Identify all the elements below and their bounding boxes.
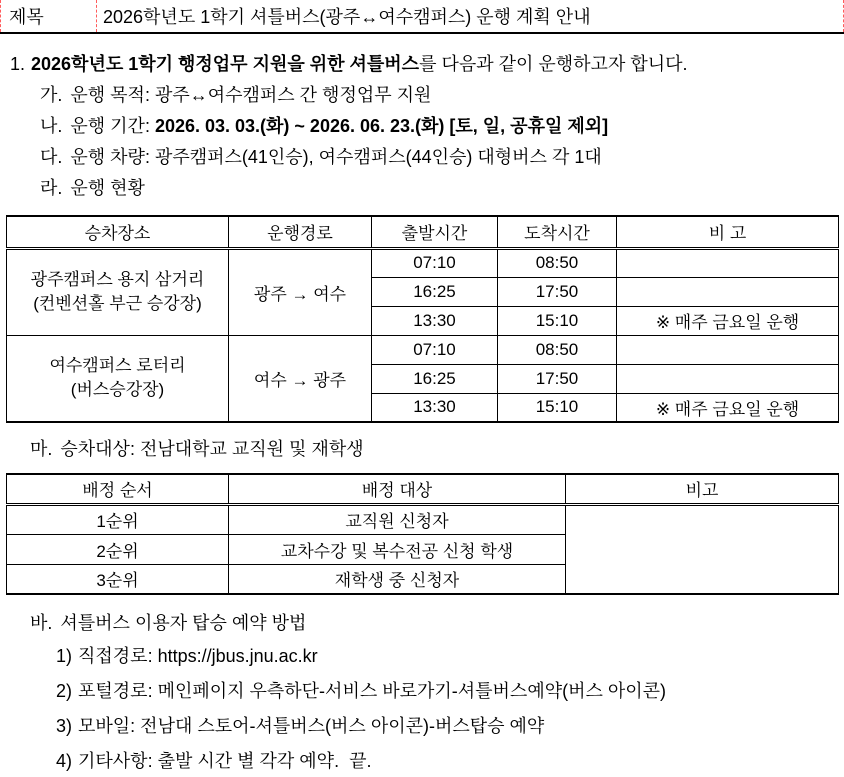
place-line1: 광주캠퍼스 용지 삼거리 [30,270,205,289]
booking-item-direct [0,639,844,674]
item-ma [0,434,844,465]
place-line1: 여수캠퍼스 로터리 [49,356,186,376]
booking-item-text: 직접경로: https://jbus.jnu.ac.kr [78,646,318,666]
place-line2: (버스승강장) [70,380,165,400]
booking-item-etc [0,744,844,777]
depart-time: 07:10 [372,248,498,277]
schedule-header-row [7,216,839,248]
item-na-label: 나. [40,116,63,136]
schedule-header-depart: 출발시간 [372,216,498,248]
booking-item-num: 1) [56,646,73,666]
arrive-time: 08:50 [498,248,617,277]
item-ba-label: 바. [30,613,53,633]
booking-item-text: 모바일: 전남대 스토어-셔틀버스(버스 아이콘)-버스탑승 예약 [78,716,545,736]
route-cell-gwangju-yeosu: 광주 → 여수 [229,248,372,335]
rank-cell: 2순위 [7,534,229,564]
place-cell-yeosu [7,335,229,422]
booking-item-num: 2) [56,681,73,701]
item-na [10,111,844,142]
table-row [7,335,839,364]
intro-rest-text: 를 다음과 같이 운행하고자 합니다. [419,54,688,74]
table-row [7,504,839,534]
priority-note-cell [566,504,839,594]
rank-cell: 1순위 [7,504,229,534]
item-ga-text: 운행 목적: 광주↔여수캠퍼스 간 행정업무 지원 [70,85,432,105]
note-cell [617,335,839,364]
schedule-header-place: 승차장소 [7,216,229,248]
item-ra [10,173,844,204]
item-da [10,142,844,173]
intro-bold-text: 2026학년도 1학기 행정업무 지원을 위한 셔틀버스 [31,54,420,74]
schedule-header-note: 비 고 [617,216,839,248]
schedule-table [6,215,839,423]
item-ba [0,608,844,639]
booking-list [0,639,844,777]
booking-item-portal [0,674,844,709]
depart-time: 13:30 [372,393,498,422]
item-ra-text: 운행 현황 [70,178,145,198]
note-cell: ※ 매주 금요일 운행 [617,306,839,335]
arrive-time: 15:10 [498,393,617,422]
priority-header-rank: 배정 순서 [7,474,229,504]
schedule-header-arrive: 도착시간 [498,216,617,248]
priority-header-row [7,474,839,504]
booking-item-num: 3) [56,716,73,736]
table-row [7,248,839,277]
note-cell [617,364,839,393]
item-ga [10,80,844,111]
arrive-time: 15:10 [498,306,617,335]
item-ra-label: 라. [40,178,63,198]
depart-time: 16:25 [372,277,498,306]
schedule-header-route: 운행경로 [229,216,372,248]
depart-time: 16:25 [372,364,498,393]
intro-number: 1. [10,54,26,74]
priority-header-note: 비고 [566,474,839,504]
item-na-bold-period: 2026. 03. 03.(화) ~ 2026. 06. 23.(화) [토, 일, 공휴일 제외] [154,116,609,136]
title-label: 제목 [0,0,97,32]
route-cell-yeosu-gwangju: 여수 → 광주 [229,335,372,422]
target-cell: 교차수강 및 복수전공 신청 학생 [229,534,566,564]
item-ga-label: 가. [40,85,63,105]
note-cell [617,277,839,306]
place-cell-gwangju [7,248,229,335]
note-cell [617,248,839,277]
depart-time: 07:10 [372,335,498,364]
intro-section [0,49,844,204]
item-na-prefix: 운행 기간: [70,116,155,136]
rank-cell: 3순위 [7,564,229,594]
item-ma-label: 마. [30,439,53,459]
target-cell: 재학생 중 신청자 [229,564,566,594]
booking-item-mobile [0,709,844,744]
item-ba-text: 셔틀버스 이용자 탑승 예약 방법 [60,613,307,633]
priority-table [6,473,839,595]
arrive-time: 17:50 [498,277,617,306]
intro-paragraph [10,49,844,80]
page-title: 2026학년도 1학기 셔틀버스(광주↔여수캠퍼스) 운행 계획 안내 [97,0,844,32]
booking-item-text: 포털경로: 메인페이지 우측하단-서비스 바로가기-셔틀버스예약(버스 아이콘) [78,681,667,701]
arrive-time: 08:50 [498,335,617,364]
note-cell: ※ 매주 금요일 운행 [617,393,839,422]
target-cell: 교직원 신청자 [229,504,566,534]
priority-header-target: 배정 대상 [229,474,566,504]
arrive-time: 17:50 [498,364,617,393]
booking-item-text: 기타사항: 출발 시간 별 각각 예약. 끝. [78,751,372,771]
place-line2: (컨벤션홀 부근 승강장) [33,294,202,313]
depart-time: 13:30 [372,306,498,335]
item-da-text: 운행 차량: 광주캠퍼스(41인승), 여수캠퍼스(44인승) 대형버스 각 1대 [70,147,602,167]
item-da-label: 다. [40,147,63,167]
title-bar [0,0,844,34]
booking-item-num: 4) [56,751,73,771]
item-ma-text: 승차대상: 전남대학교 교직원 및 재학생 [60,439,364,459]
